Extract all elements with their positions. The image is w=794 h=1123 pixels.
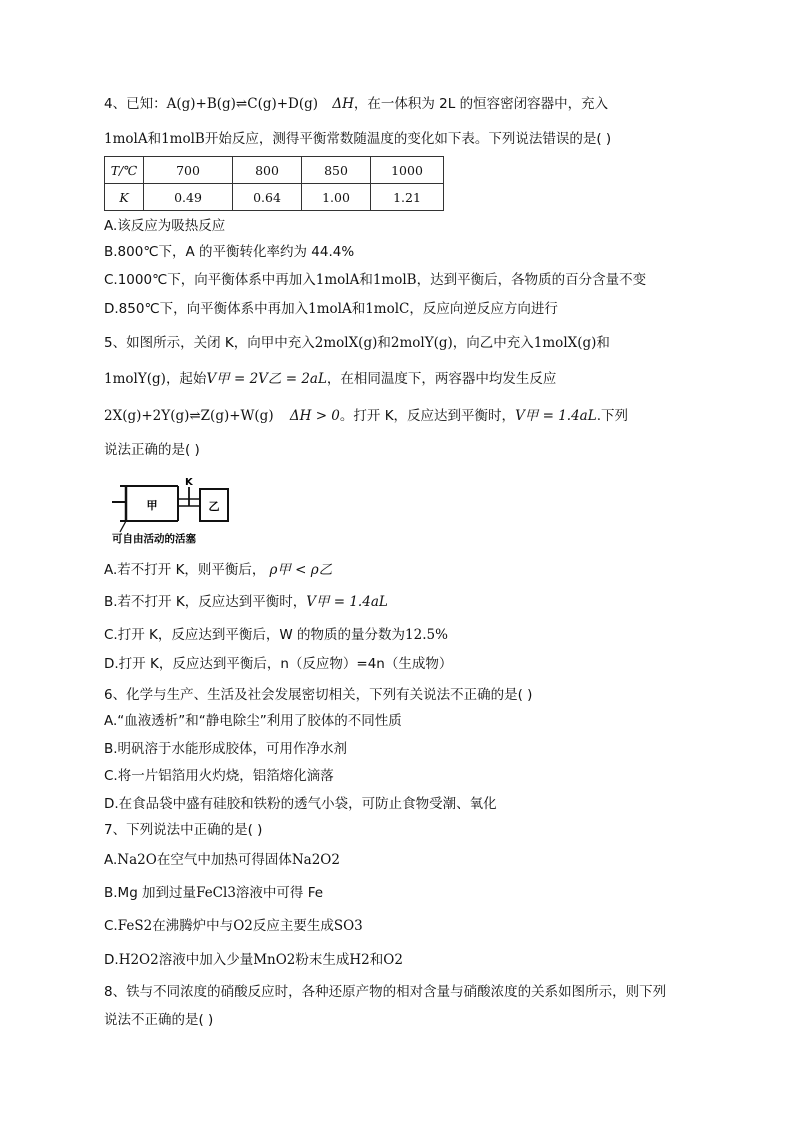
- diagram-caption: 可自由活动的活塞: [112, 533, 196, 545]
- q7-b-text2: 溶液中可得 Fe: [235, 885, 324, 901]
- q5-option-c-text: C.打开 K，反应达到平衡后，W 的物质的量分数为: [104, 627, 406, 643]
- q4-option-a: A.该反应为吸热反应: [104, 218, 226, 234]
- q7-option-b: [104, 883, 323, 903]
- q4-stem-line2: [104, 129, 611, 149]
- q7-d-formula1: H2O2: [118, 952, 159, 968]
- table-cell: 1.21: [371, 184, 444, 211]
- q5-stem-line3: [104, 406, 628, 426]
- q7-b-text1: B.Mg 加到过量: [104, 885, 197, 901]
- q7-b-formula: FeCl3: [196, 885, 236, 901]
- q5-text2: ，向乙中充入: [452, 335, 534, 351]
- q7-option-d: [104, 950, 403, 970]
- q7-d-text3: 和: [369, 952, 384, 968]
- table-row: [105, 184, 444, 211]
- q4-option-d-a: 1molA: [308, 301, 352, 317]
- q5-x1: 1molX(g): [533, 335, 597, 351]
- q5-volume-expr: V甲 = 2V乙 = 2aL: [206, 371, 327, 387]
- q5-stem-line1: [104, 333, 610, 353]
- q4-option-d-c: 1molC: [365, 301, 410, 317]
- table-row: [105, 157, 444, 184]
- label-k: K: [185, 477, 193, 488]
- q4-reaction: A(g)+B(g)⇌C(g)+D(g): [166, 96, 319, 112]
- q4-number: 4、已知：: [104, 96, 167, 112]
- label-yi: 乙: [208, 500, 220, 513]
- q5-stem-line2: [104, 369, 556, 389]
- q4-stem-line1: [104, 94, 608, 114]
- q7-a-formula2: Na2O2: [291, 852, 340, 868]
- label-jia: 甲: [146, 499, 158, 512]
- caption-pointer: [120, 521, 126, 532]
- q5-volume-eq: V甲 = 1.4aL: [515, 408, 597, 424]
- q5-apparatus-diagram: [112, 476, 238, 548]
- q4-option-d-text2: ，反应向逆反应方向进行: [409, 301, 558, 317]
- q6-option-d: D.在食品袋中盛有硅胶和铁粉的透气小袋，可防止食物受潮、氧化: [104, 796, 497, 812]
- table-cell: 700: [144, 157, 233, 184]
- q6-option-a: A.“血液透析”和“静电除尘”利用了胶体的不同性质: [104, 713, 402, 729]
- q7-option-c: [104, 916, 363, 936]
- q6-stem: 6、化学与生产、生活及社会发展密切相关，下列有关说法不正确的是( ): [104, 687, 533, 703]
- q5-y2: 2molY(g): [390, 335, 453, 351]
- q7-a-label: A.: [104, 852, 118, 868]
- q4-option-c-text1: C.1000℃下，向平衡体系中再加入: [104, 272, 316, 288]
- q5-reaction: 2X(g)+2Y(g)⇌Z(g)+W(g): [104, 408, 274, 424]
- q7-c-text1: 在沸腾炉中与: [152, 918, 234, 934]
- q5-option-b: [104, 592, 388, 612]
- q7-d-formula3: H2: [349, 952, 370, 968]
- q4-stem-text2: 开始反应，测得平衡常数随温度的变化如下表。下列说法错误的是( ): [204, 131, 612, 147]
- q7-d-text2: 粉末生成: [295, 952, 350, 968]
- q7-a-text: 在空气中加热可得固体: [156, 852, 292, 868]
- table-header-t: T/℃: [105, 157, 144, 184]
- q5-x2: 2molX(g): [314, 335, 378, 351]
- q5-text3: ，起始: [165, 371, 207, 387]
- q5-text6: .下列: [596, 408, 628, 424]
- q5-text1: 5、如图所示，关闭 K，向甲中充入: [104, 335, 315, 351]
- q5-y1: 1molY(g): [104, 371, 166, 387]
- q4-option-d-and: 和: [351, 301, 366, 317]
- q7-d-formula2: MnO2: [253, 952, 296, 968]
- q5-text4: ，在相同温度下，两容器中均发生反应: [326, 371, 557, 387]
- q4-option-b: B.800℃下，A 的平衡转化率约为 44.4%: [104, 244, 355, 260]
- q7-d-label: D.: [104, 952, 119, 968]
- apparatus-figure: [112, 476, 238, 548]
- q8-stem-line2: 说法不正确的是( ): [104, 1012, 214, 1028]
- table-cell: 850: [302, 157, 371, 184]
- q7-c-text2: 反应主要生成: [252, 918, 334, 934]
- q5-option-b-text: B.若不打开 K，反应达到平衡时，: [104, 594, 307, 610]
- q5-option-c-value: 12.5%: [405, 627, 448, 643]
- q5-delta-h: ΔH > 0: [289, 408, 340, 424]
- q5-option-b-expr: V甲 = 1.4aL: [306, 594, 388, 610]
- q4-amount-b: 1molB: [161, 131, 205, 147]
- q7-d-text1: 溶液中加入少量: [158, 952, 254, 968]
- q8-stem-line1: 8、铁与不同浓度的硝酸反应时，各种还原产物的相对含量与硝酸浓度的关系如图所示，则下列: [104, 984, 667, 1000]
- q7-c-label: C.: [104, 918, 118, 934]
- q7-c-formula3: SO3: [333, 918, 363, 934]
- q5-stem-line4: 说法正确的是( ): [104, 442, 200, 458]
- q5-option-d: D.打开 K，反应达到平衡后，n（反应物）=4n（生成物）: [104, 656, 453, 672]
- q7-option-a: [104, 850, 340, 870]
- q6-option-b: B.明矾溶于水能形成胶体，可用作净水剂: [104, 741, 348, 757]
- table-cell: 800: [233, 157, 302, 184]
- q5-text5: 。打开 K，反应达到平衡时，: [339, 408, 516, 424]
- q4-option-c-a: 1molA: [315, 272, 360, 288]
- table-header-k: K: [105, 184, 144, 211]
- q4-option-c-b: 1molB: [372, 272, 417, 288]
- table-cell: 1.00: [302, 184, 371, 211]
- q4-delta-h: ΔH: [332, 96, 354, 112]
- table-cell: 0.64: [233, 184, 302, 211]
- q7-a-formula1: Na2O: [117, 852, 157, 868]
- q5-and2: 和: [596, 335, 610, 351]
- q4-option-d: [104, 299, 558, 319]
- q7-stem: 7、下列说法中正确的是( ): [104, 822, 263, 838]
- q5-option-a-expr: ρ甲 < ρ乙: [269, 562, 333, 578]
- q4-and: 和: [147, 131, 162, 147]
- q5-and: 和: [377, 335, 391, 351]
- q4-option-c-and: 和: [359, 272, 373, 288]
- q5-option-a: [104, 560, 332, 580]
- table-cell: 0.49: [144, 184, 233, 211]
- q7-d-formula4: O2: [383, 952, 403, 968]
- q7-c-formula1: FeS2: [117, 918, 153, 934]
- q4-k-table: [104, 156, 444, 211]
- q5-option-a-text: A.若不打开 K，则平衡后，: [104, 562, 266, 578]
- q4-stem-text1: ，在一体积为 2L 的恒容密闭容器中，充入: [353, 96, 609, 112]
- q4-amount-a: 1molA: [104, 131, 148, 147]
- q4-option-c-text2: ，达到平衡后，各物质的百分含量不变: [416, 272, 647, 288]
- q5-option-c: [104, 625, 448, 645]
- q4-option-c: [104, 270, 646, 290]
- table-cell: 1000: [371, 157, 444, 184]
- q7-c-formula2: O2: [233, 918, 253, 934]
- q4-option-d-text1: D.850℃下，向平衡体系中再加入: [104, 301, 309, 317]
- q6-option-c: C.将一片铝箔用火灼烧，铝箔熔化滴落: [104, 768, 334, 784]
